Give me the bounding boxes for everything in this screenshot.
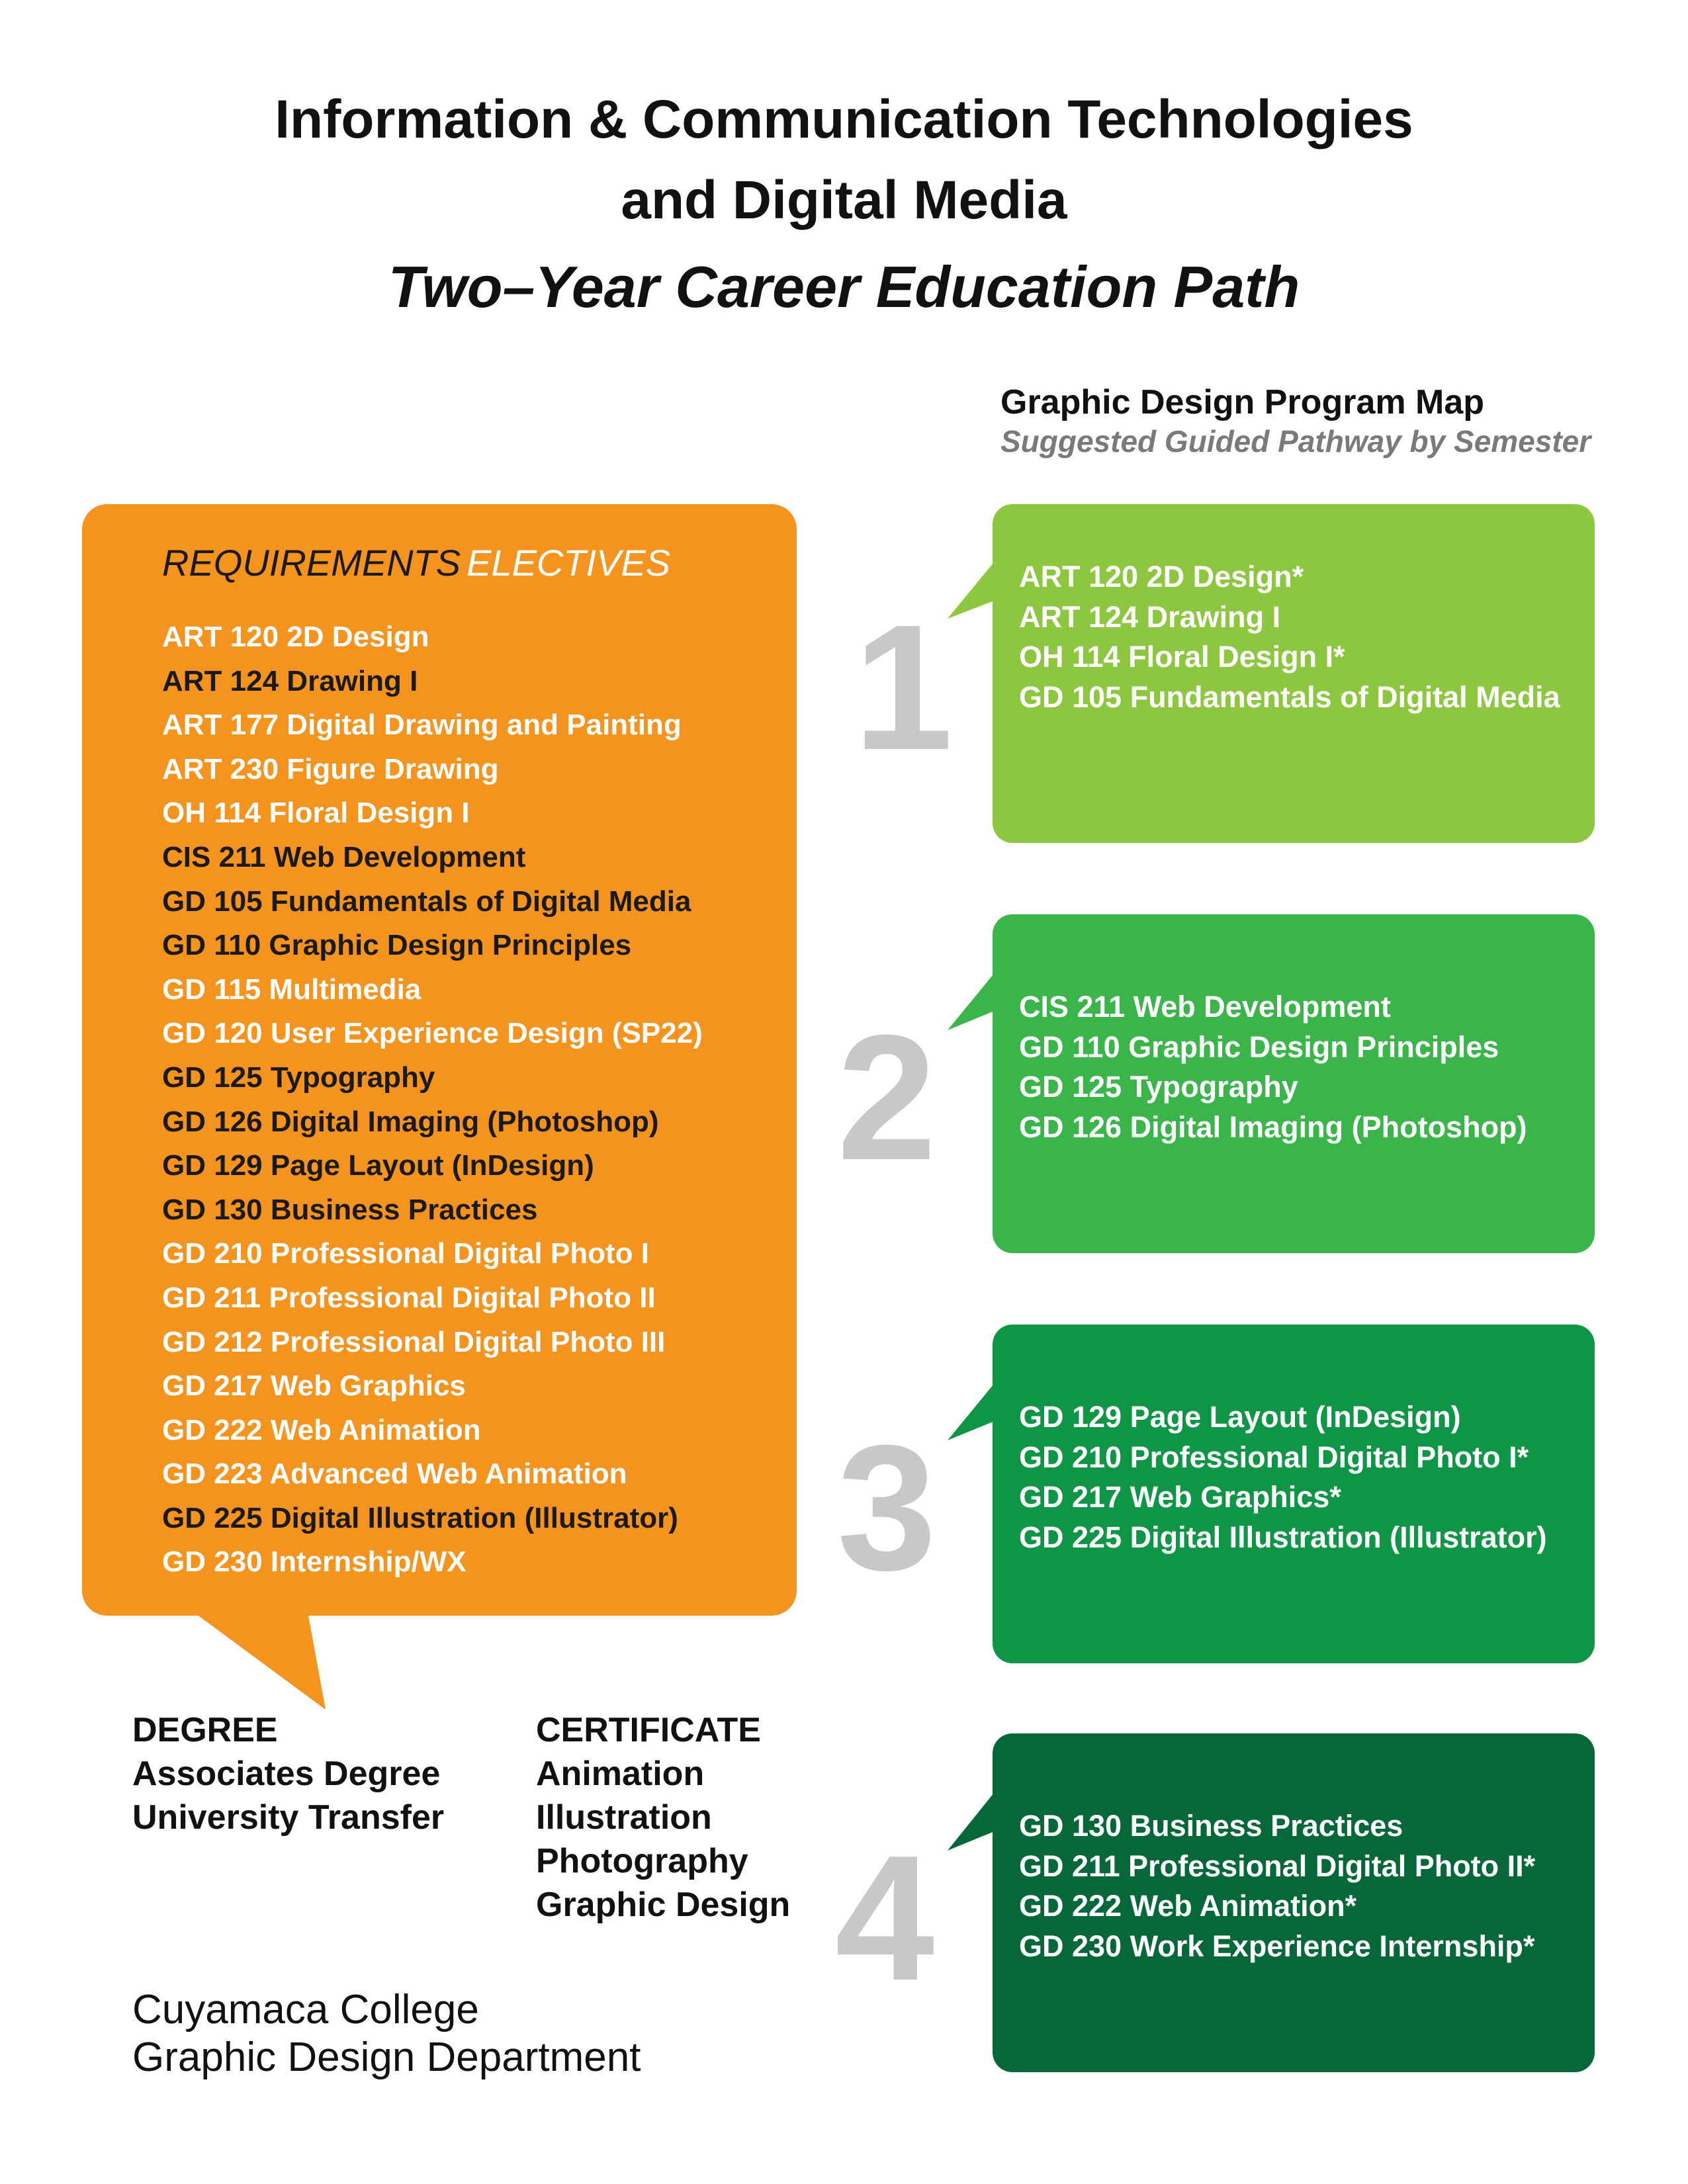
semester-course: GD 126 Digital Imaging (Photoshop) <box>1019 1110 1527 1144</box>
page-title-line-2: and Digital Media <box>621 170 1067 230</box>
semester-4-box <box>993 1733 1595 2072</box>
semester-number: 4 <box>835 1819 935 2018</box>
course-item-elective: GD 120 User Experience Design (SP22) <box>162 1017 703 1050</box>
certificate-item: Animation <box>536 1755 705 1793</box>
program-map-subtitle: Suggested Guided Pathway by Semester <box>1000 424 1591 459</box>
orange-bubble-tail <box>179 1601 326 1710</box>
semester-course: GD 105 Fundamentals of Digital Media <box>1019 679 1560 714</box>
course-item-elective: GD 212 Professional Digital Photo III <box>162 1325 666 1358</box>
college-name: Cuyamaca College <box>132 1987 479 2032</box>
degree-item: University Transfer <box>132 1798 445 1837</box>
course-list <box>162 615 703 1585</box>
semester-course-list <box>1019 987 1527 1147</box>
course-item-elective: ART 230 Figure Drawing <box>162 752 499 785</box>
course-item-requirement: GD 105 Fundamentals of Digital Media <box>162 885 691 918</box>
semester-course-list <box>1019 1397 1547 1557</box>
semester-course: OH 114 Floral Design I* <box>1019 640 1345 674</box>
semester-2-tail <box>948 967 999 1030</box>
program-map-title: Graphic Design Program Map <box>1000 383 1485 421</box>
certificate-item: Photography <box>536 1842 748 1880</box>
semester-course-list <box>1019 1806 1535 1966</box>
page-title-line-1: Information & Communication Technologies <box>275 89 1413 150</box>
course-item-elective: ART 120 2D Design <box>162 621 429 653</box>
semester-course: GD 130 Business Practices <box>1019 1809 1403 1843</box>
semester-number: 1 <box>854 588 954 787</box>
department-name: Graphic Design Department <box>132 2034 641 2080</box>
requirements-heading: REQUIREMENTS <box>162 542 461 584</box>
semester-course: GD 211 Professional Digital Photo II* <box>1019 1849 1536 1883</box>
course-item-elective: GD 217 Web Graphics <box>162 1370 466 1403</box>
course-item-elective: ART 177 Digital Drawing and Painting <box>162 709 682 742</box>
course-item-requirement: GD 225 Digital Illustration (Illustrator) <box>162 1501 678 1534</box>
semester-number: 2 <box>837 998 937 1198</box>
course-item-requirement: GD 126 Digital Imaging (Photoshop) <box>162 1105 659 1138</box>
semester-course: GD 129 Page Layout (InDesign) <box>1019 1400 1461 1434</box>
semester-course: GD 217 Web Graphics* <box>1019 1480 1341 1514</box>
semester-1-box <box>993 504 1595 843</box>
semester-number: 3 <box>837 1409 937 1608</box>
course-item-elective: GD 115 Multimedia <box>162 973 422 1006</box>
certificate-item: Graphic Design <box>536 1886 791 1924</box>
semester-course: GD 230 Work Experience Internship* <box>1019 1929 1535 1963</box>
semester-4-tail <box>948 1786 999 1851</box>
semester-course: GD 110 Graphic Design Principles <box>1019 1029 1499 1064</box>
course-item-elective: OH 114 Floral Design I <box>162 797 470 830</box>
course-item-elective: GD 210 Professional Digital Photo I <box>162 1237 649 1270</box>
semester-1-tail <box>948 556 999 619</box>
semester-course: GD 225 Digital Illustration (Illustrator) <box>1019 1520 1547 1554</box>
semester-course: GD 222 Web Animation* <box>1019 1889 1357 1923</box>
course-item-elective: GD 230 Internship/WX <box>162 1546 466 1579</box>
semester-course-list <box>1019 557 1560 717</box>
course-item-elective: GD 222 Web Animation <box>162 1413 481 1446</box>
semester-course: GD 210 Professional Digital Photo I* <box>1019 1440 1529 1474</box>
course-item-requirement: GD 130 Business Practices <box>162 1193 538 1226</box>
course-item-elective: GD 223 Advanced Web Animation <box>162 1458 627 1491</box>
semester-course: ART 120 2D Design* <box>1019 560 1304 593</box>
degree-item: Associates Degree <box>132 1755 441 1793</box>
course-item-requirement: GD 110 Graphic Design Principles <box>162 929 632 962</box>
course-item-elective: GD 211 Professional Digital Photo II <box>162 1281 656 1314</box>
semester-3-tail <box>948 1377 999 1440</box>
page-subtitle: Two–Year Career Education Path <box>388 254 1300 320</box>
certificate-block <box>536 1708 790 1927</box>
course-item-requirement: GD 129 Page Layout (InDesign) <box>162 1149 594 1182</box>
semester-course: GD 125 Typography <box>1019 1070 1298 1104</box>
semester-2-box <box>993 914 1595 1253</box>
degree-heading: DEGREE <box>132 1711 278 1749</box>
semester-course: CIS 211 Web Development <box>1019 990 1391 1024</box>
certificate-item: Illustration <box>536 1798 712 1837</box>
semester-3-box <box>993 1325 1595 1663</box>
electives-heading: ELECTIVES <box>466 542 671 584</box>
course-item-requirement: ART 124 Drawing I <box>162 664 418 697</box>
college-footer <box>132 1986 641 2081</box>
certificate-heading: CERTIFICATE <box>536 1711 761 1749</box>
degree-block <box>132 1708 444 1839</box>
course-item-requirement: GD 125 Typography <box>162 1061 435 1094</box>
course-item-requirement: CIS 211 Web Development <box>162 840 526 873</box>
semester-course: ART 124 Drawing I <box>1019 599 1281 634</box>
